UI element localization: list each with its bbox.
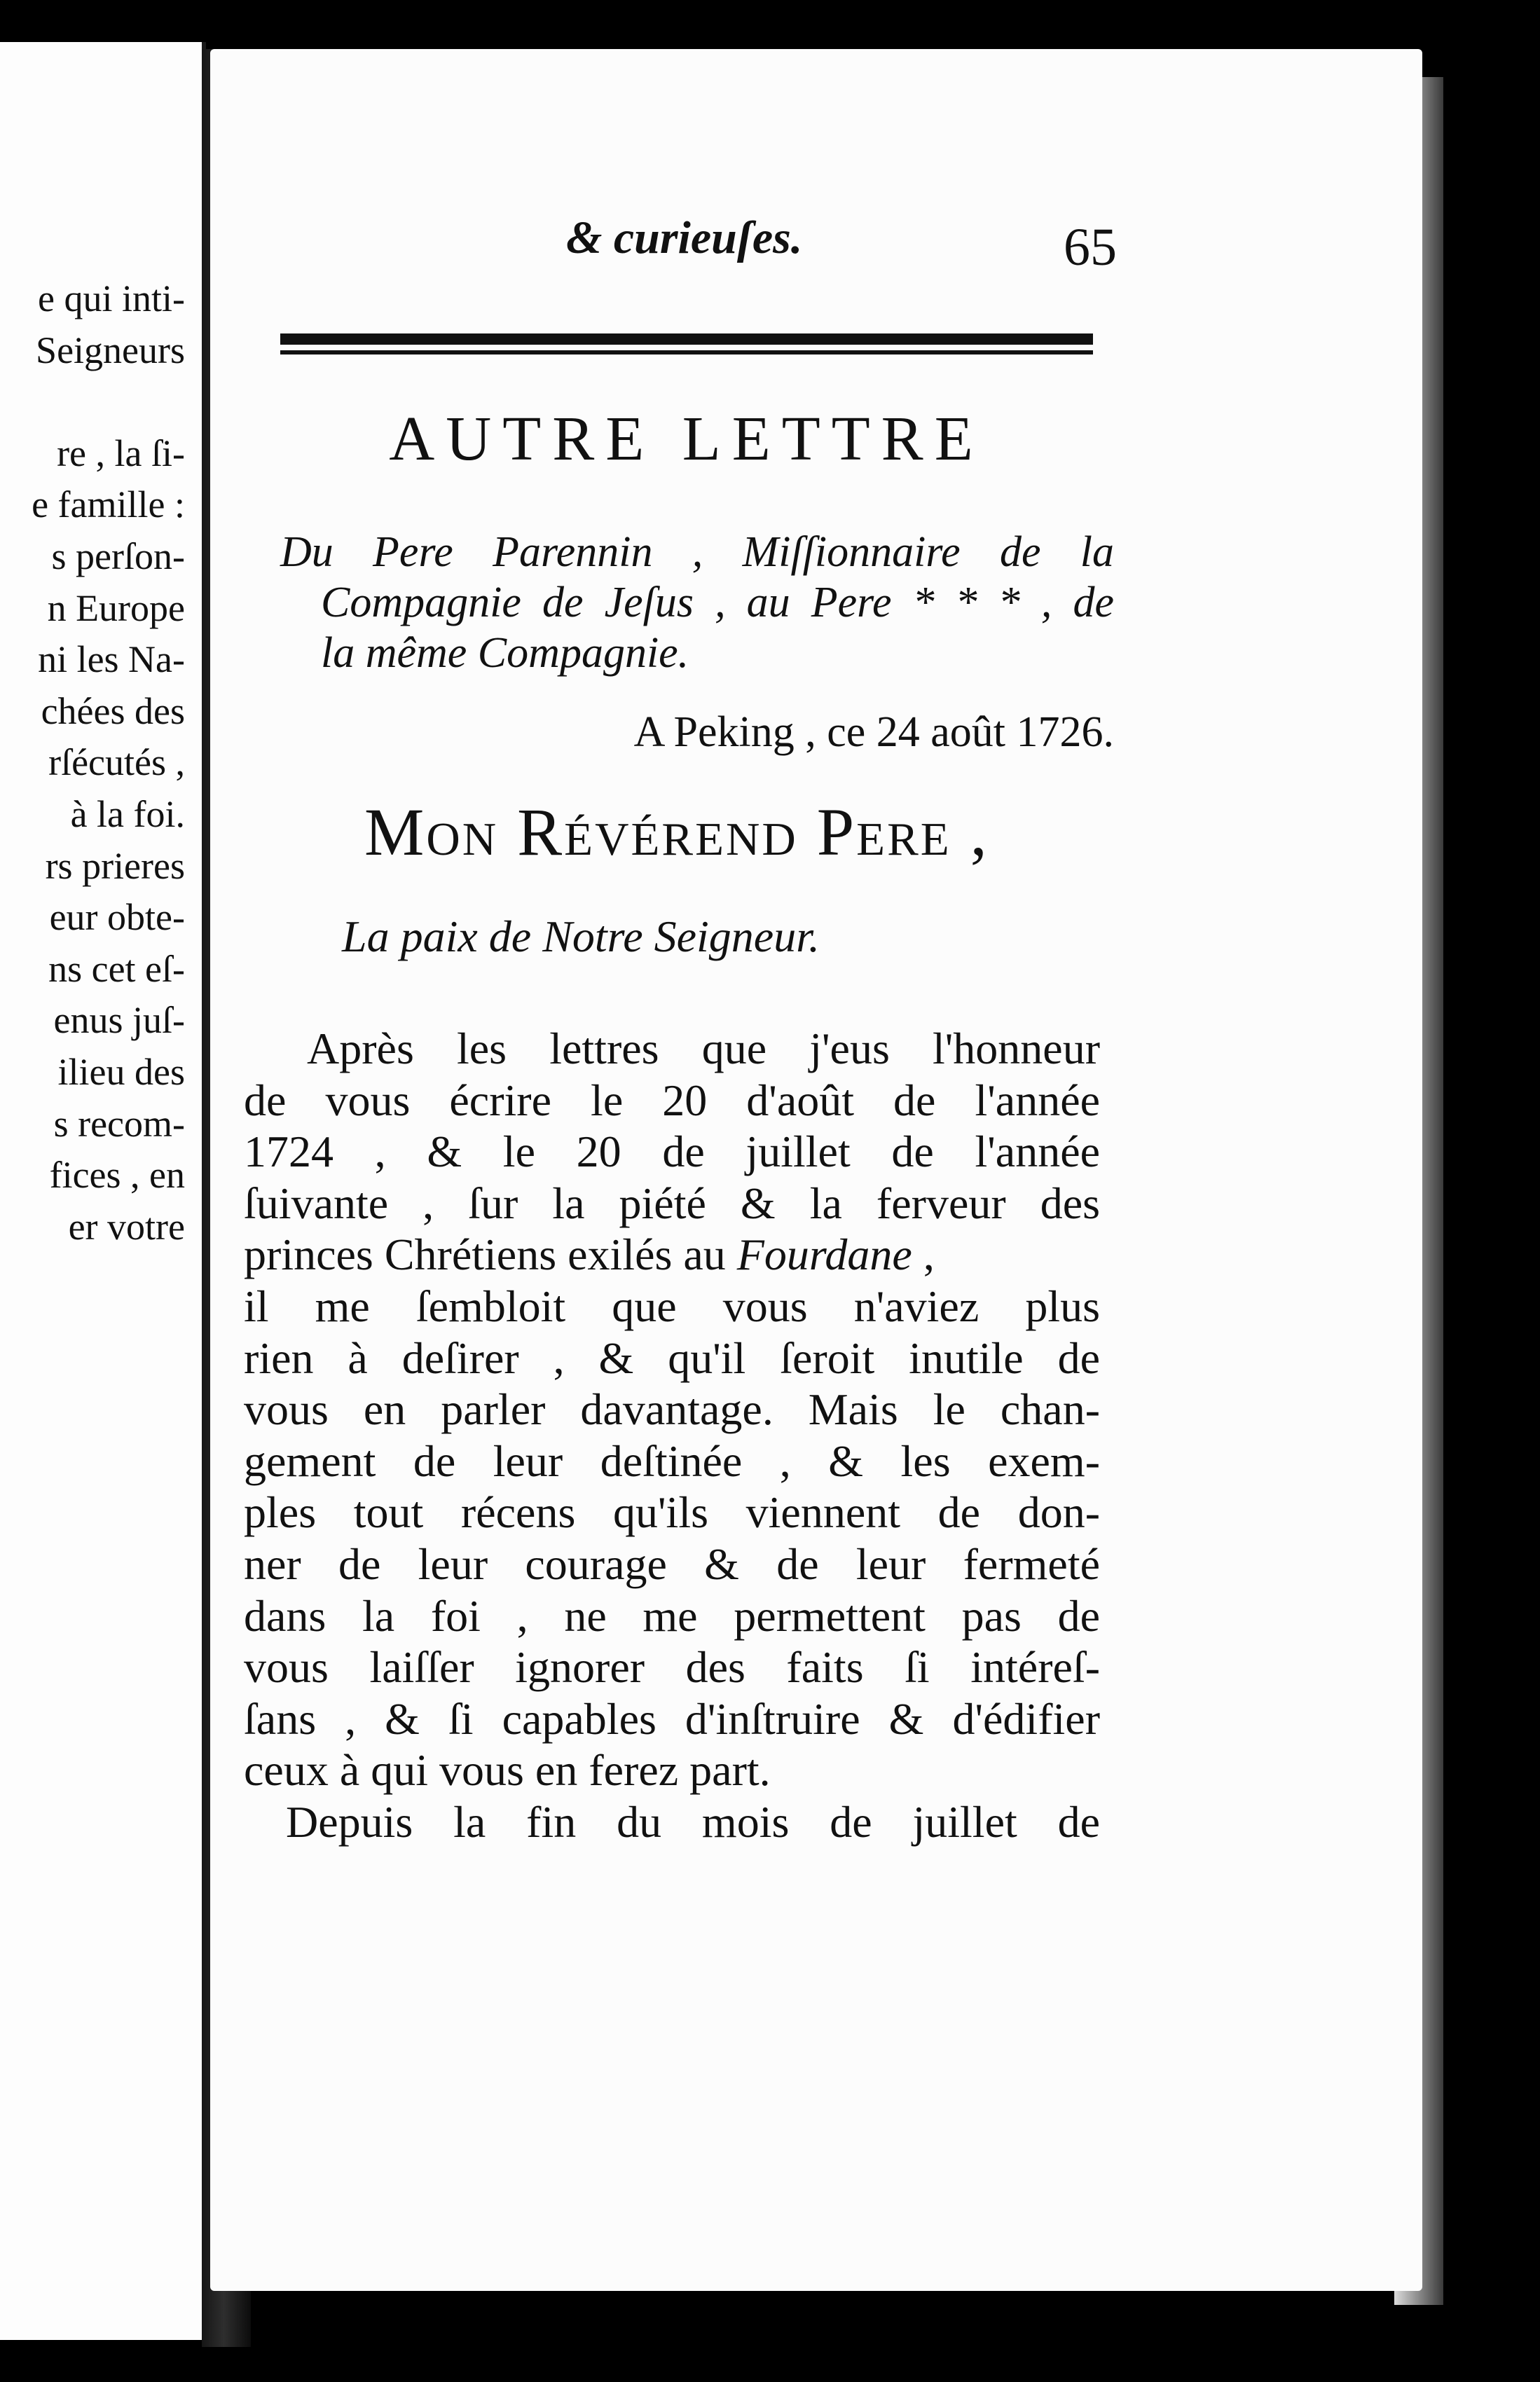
body-line: ſans , & ſi capables d'inſtruire & d'édifier — [244, 1693, 1100, 1744]
previous-page-text — [32, 273, 185, 1253]
left-line — [32, 376, 185, 428]
body-line: Après les lettres que j'eus l'honneur — [307, 1024, 1100, 1073]
body-line: il me ſembloit que vous n'aviez plus — [244, 1281, 1100, 1331]
subtitle-line: Compagnie de Jeſus , au Pere * * * , de — [321, 579, 1114, 626]
left-line: ns cet eſ- — [48, 947, 185, 990]
left-line: s recom- — [53, 1102, 185, 1145]
page-number: 65 — [1064, 218, 1117, 277]
subtitle-line: Du Pere Parennin , Miſſionnaire de la — [280, 528, 1114, 576]
left-line: à la foi. — [70, 792, 185, 835]
body-line: ples tout récens qu'ils viennent de don- — [244, 1487, 1100, 1538]
letter-body — [244, 1023, 1100, 1848]
rule-thick — [280, 333, 1093, 345]
letter-subtitle — [280, 527, 1114, 678]
salutation: Mon Révérend Pere , — [364, 794, 989, 869]
left-line: n Europe — [47, 586, 185, 629]
body-text: princes Chrétiens exilés au — [244, 1230, 737, 1280]
body-text: , — [912, 1230, 935, 1280]
left-line: ni les Na- — [38, 638, 185, 681]
body-line: Depuis la fin du mois de juillet de — [286, 1796, 1100, 1847]
left-line: chées des — [41, 689, 185, 732]
running-head: & curieuſes. — [566, 212, 803, 263]
left-line: rſécutés , — [48, 741, 185, 784]
body-line: ner de leur courage & de leur fermeté — [244, 1538, 1100, 1589]
body-line: de vous écrire le 20 d'août de l'année — [244, 1075, 1100, 1125]
left-line: e qui inti- — [38, 277, 185, 319]
left-line: fices , en — [49, 1154, 185, 1197]
body-line-with-place — [244, 1229, 1100, 1281]
body-line: 1724 , & le 20 de juillet de l'année — [244, 1127, 1100, 1177]
left-line: re , la ſi- — [57, 432, 185, 474]
place-name: Fourdane — [736, 1230, 912, 1280]
left-line: er votre — [68, 1205, 185, 1248]
header-rule — [280, 333, 1093, 354]
body-line: vous laiſſer ignorer des faits ſi intéreſ- — [244, 1642, 1100, 1693]
body-line: gement de leur deſtinée , & les exem- — [244, 1436, 1100, 1486]
letter-title: AUTRE LETTRE — [389, 404, 984, 474]
left-line: ilieu des — [57, 1050, 185, 1093]
body-line: ceux à qui vous en ferez part. — [244, 1745, 771, 1796]
body-line: rien à deſirer , & qu'il ſeroit inutile de — [244, 1333, 1100, 1383]
left-line: e famille : — [32, 483, 185, 526]
rule-thin — [280, 350, 1093, 354]
left-line: eur obte- — [49, 896, 185, 939]
body-line: dans la foi , ne me permettent pas de — [244, 1590, 1100, 1641]
greeting: La paix de Notre Seigneur. — [342, 911, 820, 961]
left-line: s perſon- — [51, 535, 185, 577]
body-line: ſuivante , ſur la piété & la ferveur des — [244, 1178, 1100, 1228]
left-line: rs prieres — [45, 844, 185, 887]
left-line: Seigneurs — [36, 329, 185, 371]
left-line: enus juſ- — [53, 999, 185, 1042]
dateline: A Peking , ce 24 août 1726. — [633, 708, 1114, 756]
previous-page-strip — [0, 42, 206, 2340]
subtitle-line: la même Compagnie. — [321, 629, 689, 677]
body-line: vous en parler davantage. Mais le chan- — [244, 1384, 1100, 1435]
